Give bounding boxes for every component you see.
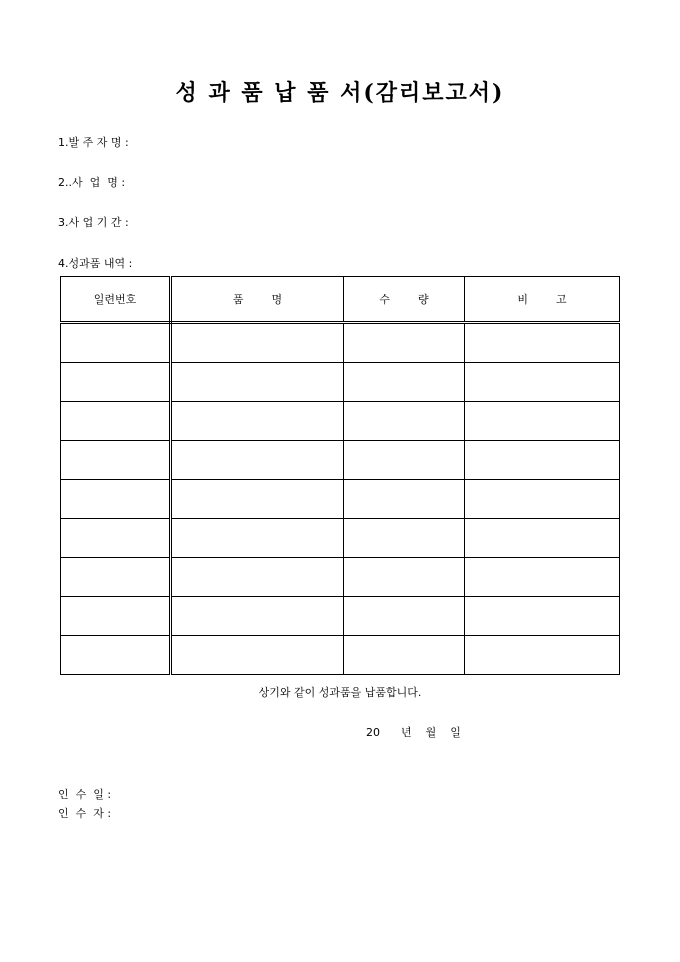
- items-field: 4.성과품 내역 :: [58, 257, 133, 270]
- table-cell: [171, 558, 344, 597]
- table-cell: [344, 363, 465, 402]
- table-cell: [171, 363, 344, 402]
- table-row: [61, 402, 620, 441]
- table-cell: [61, 323, 171, 363]
- table-cell: [61, 402, 171, 441]
- table-cell: [465, 402, 620, 441]
- table-cell: [171, 519, 344, 558]
- table-cell: [344, 636, 465, 675]
- table-cell: [171, 636, 344, 675]
- table-cell: [465, 597, 620, 636]
- receipt-date-field: 인 수 일 :: [58, 788, 112, 801]
- table-row: [61, 323, 620, 363]
- orderer-field: 1.발 주 자 명 :: [58, 136, 129, 149]
- table-cell: [465, 558, 620, 597]
- table-cell: [61, 519, 171, 558]
- table-cell: [344, 402, 465, 441]
- table-cell: [171, 323, 344, 363]
- date-line: 20 년 월 일: [366, 726, 461, 739]
- table-cell: [61, 636, 171, 675]
- period-field: 3.사 업 기 간 :: [58, 216, 129, 229]
- table-row: [61, 597, 620, 636]
- table-cell: [465, 323, 620, 363]
- table-cell: [344, 441, 465, 480]
- table-row: [61, 558, 620, 597]
- table-row: [61, 363, 620, 402]
- table-cell: [344, 323, 465, 363]
- header-serial-number: 일련번호: [61, 277, 171, 323]
- table-cell: [465, 636, 620, 675]
- project-field: 2..사 업 명 :: [58, 176, 126, 189]
- table-cell: [171, 441, 344, 480]
- table-cell: [465, 441, 620, 480]
- table-cell: [344, 558, 465, 597]
- deliverables-table: [60, 276, 620, 675]
- table-row: [61, 519, 620, 558]
- table-cell: [61, 558, 171, 597]
- delivery-statement: 상기와 같이 성과품을 납품합니다.: [258, 686, 422, 699]
- table-cell: [465, 363, 620, 402]
- table-cell: [61, 480, 171, 519]
- table-cell: [344, 480, 465, 519]
- table-cell: [344, 519, 465, 558]
- table-cell: [171, 402, 344, 441]
- table-row: [61, 636, 620, 675]
- table-cell: [171, 480, 344, 519]
- table-cell: [61, 597, 171, 636]
- document-title: 성 과 품 납 품 서(감리보고서): [175, 80, 505, 106]
- table-cell: [61, 441, 171, 480]
- table-cell: [61, 363, 171, 402]
- table-cell: [465, 480, 620, 519]
- table-row: [61, 480, 620, 519]
- header-quantity: 수 량: [344, 277, 465, 323]
- table-row: [61, 441, 620, 480]
- table-cell: [171, 597, 344, 636]
- header-item-name: 품 명: [171, 277, 344, 323]
- table-header-row: [61, 277, 620, 323]
- table-cell: [465, 519, 620, 558]
- header-remarks: 비 고: [465, 277, 620, 323]
- receiver-field: 인 수 자 :: [58, 807, 112, 820]
- table-cell: [344, 597, 465, 636]
